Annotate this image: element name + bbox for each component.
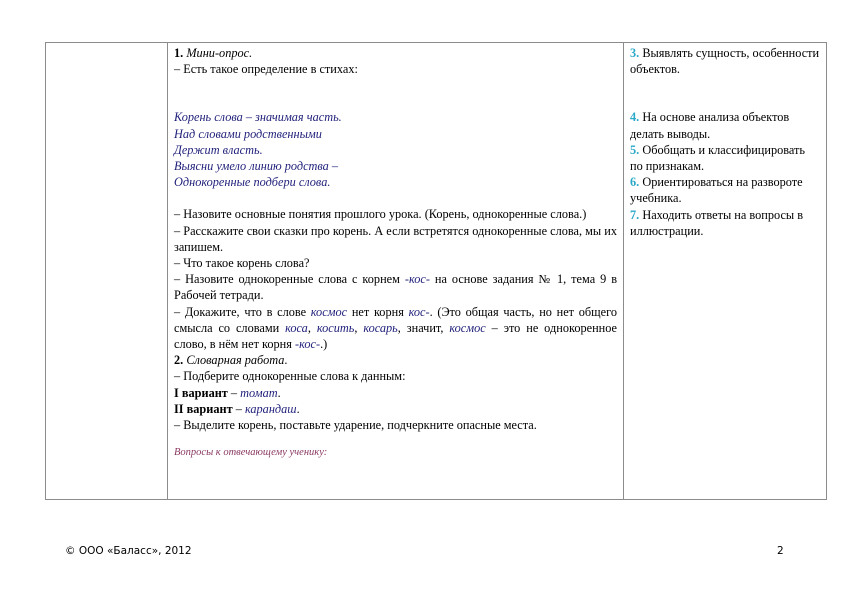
skill-item: 7. Находить ответы на вопросы в иллюстрации. (630, 207, 804, 238)
skill-item: 5. Обобщать и классифицировать по признакам. (630, 142, 806, 174)
question-4: – Назовите однокоренные слова с корнем -кос- на основе задания № 1, тема 9 в Рабочей тетради. (174, 272, 618, 303)
skill-item: 6. Ориентироваться на развороте учебника. (630, 175, 803, 206)
copyright: © ООО «Баласс», 2012 (65, 545, 192, 557)
vocab-task-2: – Выделите корень, поставьте ударение, подчеркните опасные места. (174, 418, 537, 433)
skill-item: 3. Выявлять сущность, особенности объектов. (630, 46, 820, 77)
mini-quiz-heading: 1. Мини-опрос. (174, 46, 253, 60)
question-5: – Докажите, что в слове космос нет корня кос-. (Это общая часть, но нет общего смысла со словами коса, косить, косарь, значит, космос – это не однокоренное слово, в нём нет корня -кос-.) (174, 304, 617, 352)
poem-line: Корень слова – значимая часть. (174, 110, 342, 125)
vocab-task: – Подберите однокоренные слова к данным: (174, 369, 406, 384)
poem-line: Выясни умело линию родства – (174, 159, 339, 174)
spacer (174, 77, 617, 109)
variant-2: II вариант – карандаш. (174, 401, 300, 416)
spacer (630, 77, 820, 109)
lesson-table (45, 42, 827, 500)
mini-quiz-intro: – Есть такое определение в стихах: (174, 62, 358, 77)
content-column (168, 43, 624, 499)
teacher-note: Вопросы к отвечающему ученику: (174, 447, 328, 459)
skills-column (624, 43, 826, 499)
variant-1: I вариант – томат. (174, 385, 281, 400)
vocab-heading: 2. Словарная работа. (174, 353, 288, 368)
question-3: – Что такое корень слова? (174, 256, 310, 271)
stage-column (46, 43, 168, 499)
spacer (174, 433, 617, 445)
poem-line: Держит власть. (174, 142, 263, 157)
question-2: – Расскажите свои сказки про корень. А если встретятся однокоренные слова, мы их запишем. (174, 223, 617, 254)
skill-item: 4. На основе анализа объектов делать выводы. (630, 110, 790, 141)
poem-line: Однокоренные подбери слова. (174, 175, 331, 190)
question-1: – Назовите основные понятия прошлого урока. (Корень, однокоренные слова.) (174, 207, 587, 222)
spacer (174, 190, 617, 206)
poem-line: Над словами родственными (174, 126, 322, 141)
page-number: 2 (777, 545, 784, 557)
